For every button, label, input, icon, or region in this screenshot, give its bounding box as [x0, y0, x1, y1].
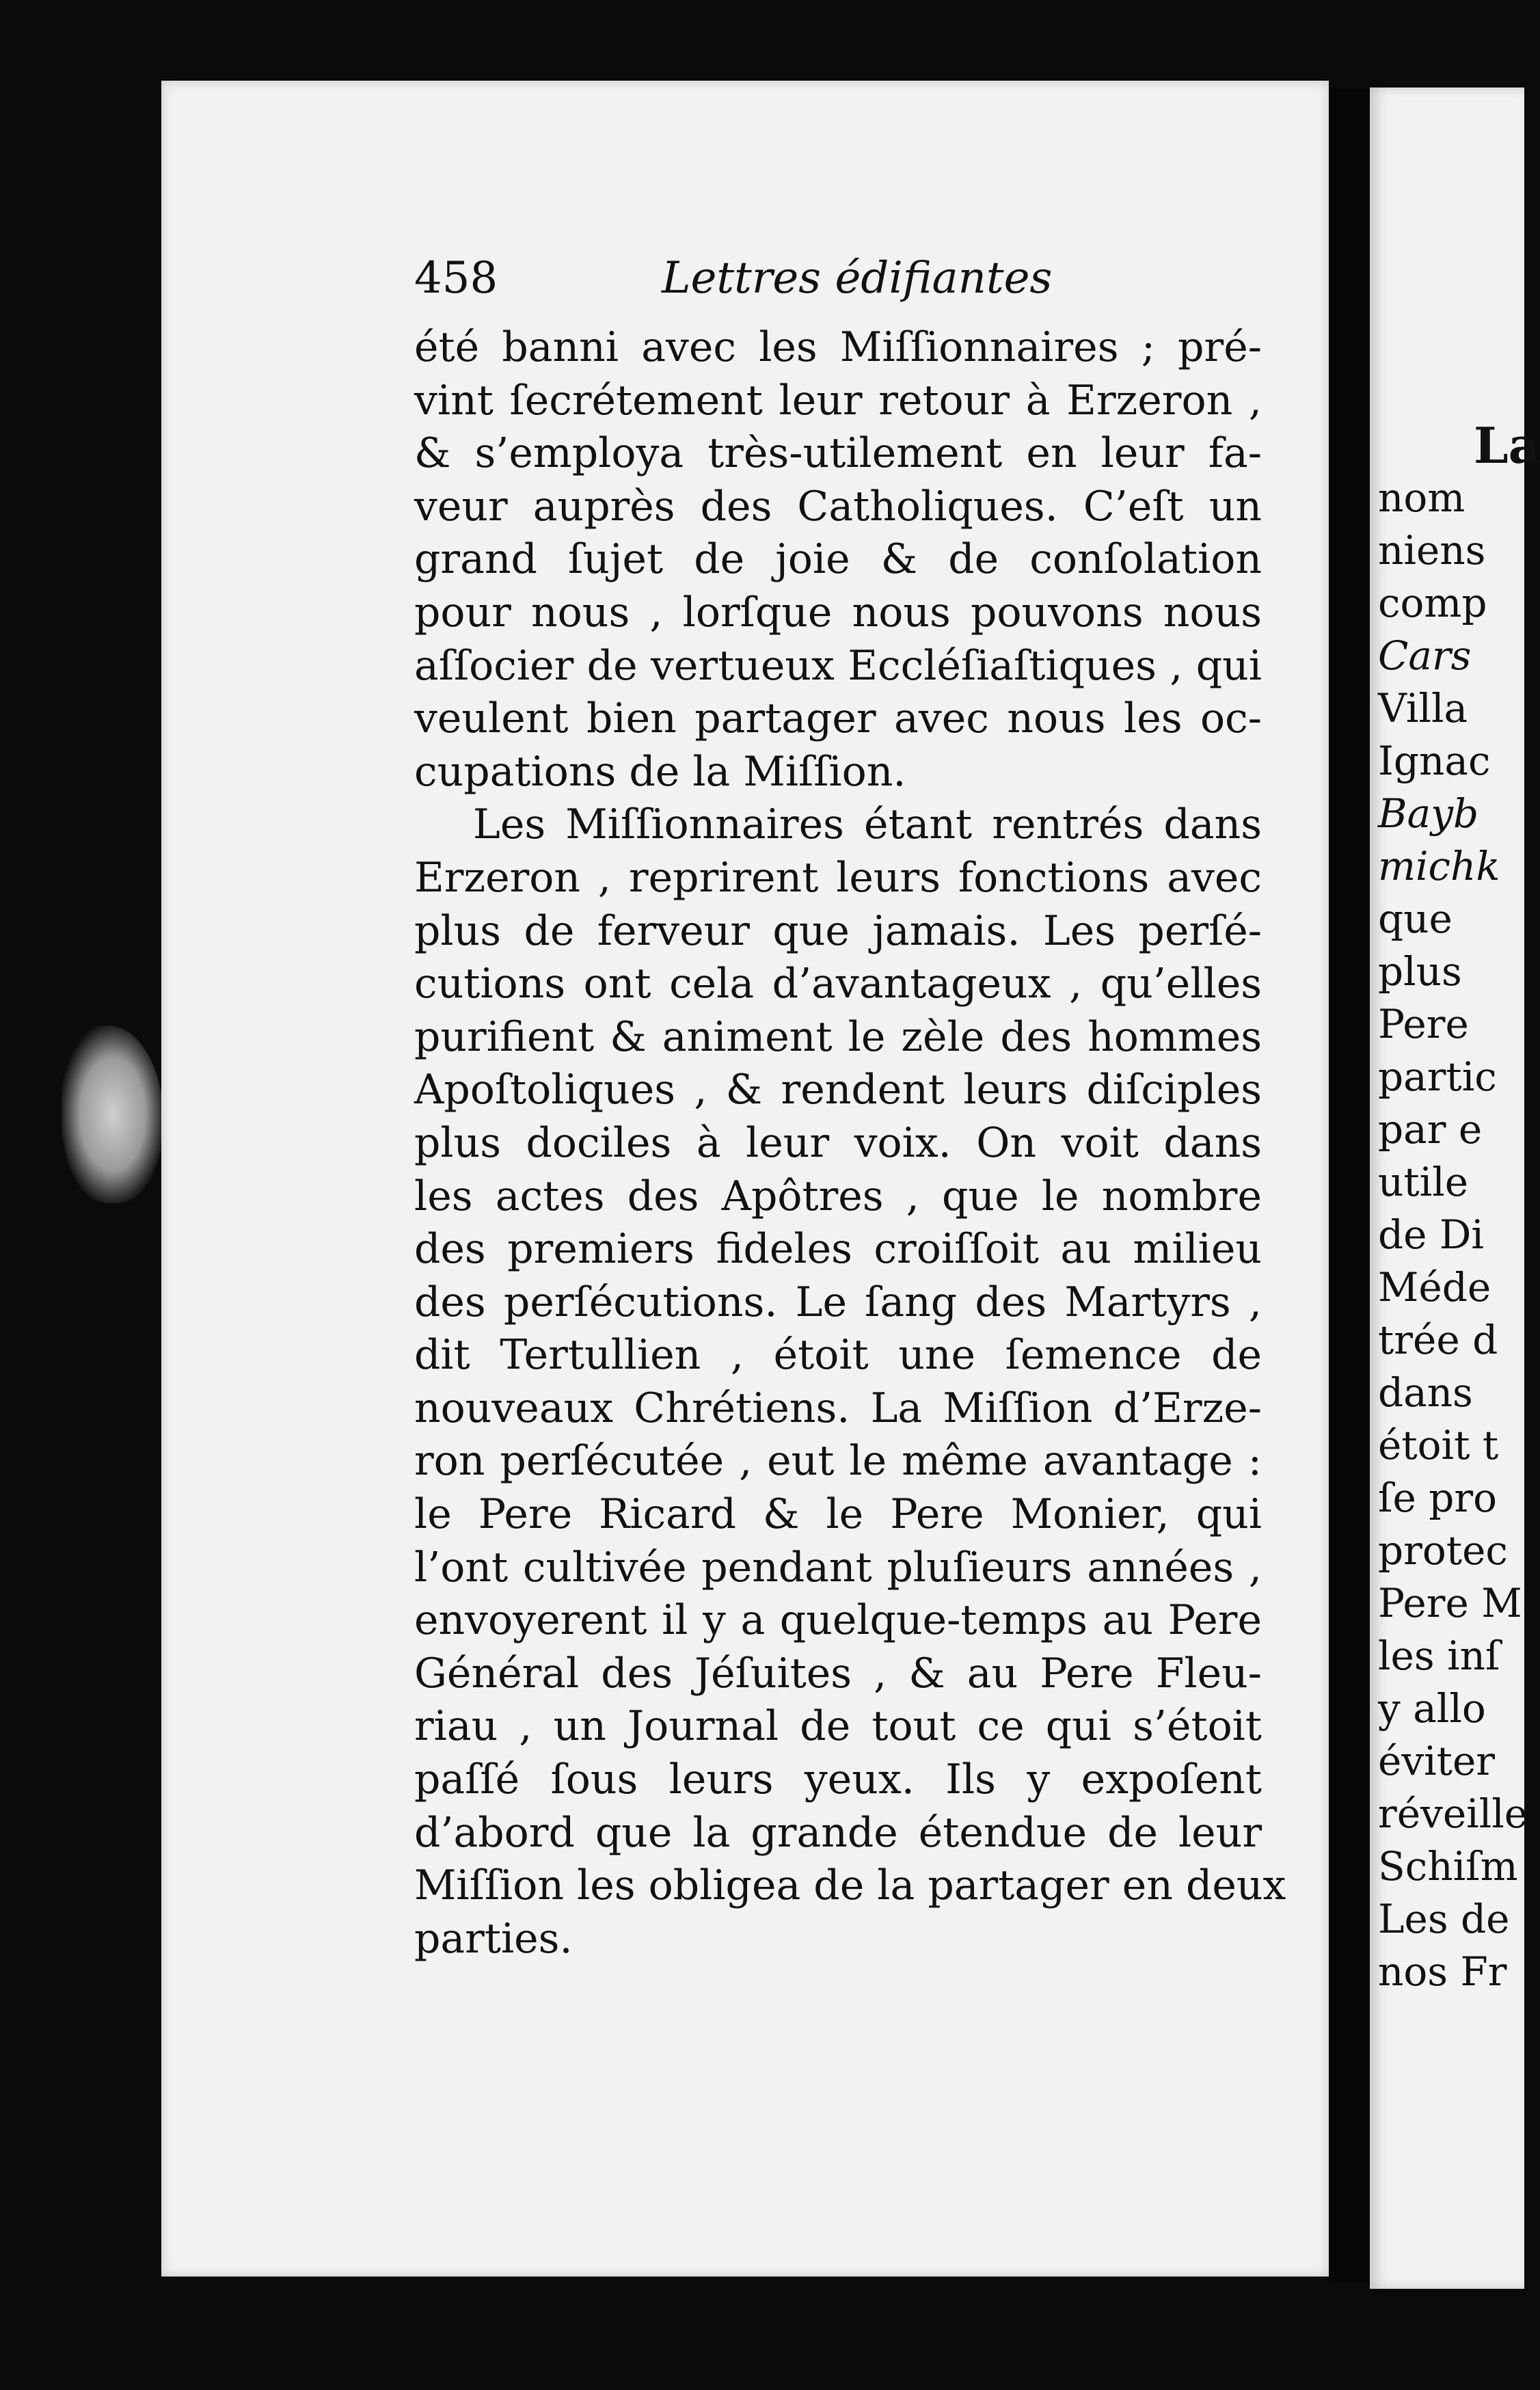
text-line: purifient & animent le zèle des hommes	[414, 1012, 1262, 1061]
text-line: Les Miſſionnaires étant rentrés dans	[473, 801, 1262, 849]
right-line: par e	[1378, 1106, 1483, 1153]
page-stain	[62, 1025, 164, 1203]
text-line: veur auprès des Catholiques. C’eſt un	[414, 482, 1262, 531]
right-line: Bayb	[1378, 790, 1479, 837]
text-line: cutions ont cela d’avantageux , qu’elles	[414, 960, 1262, 1008]
right-line: Pere M	[1378, 1580, 1522, 1626]
text-line: Apoſtoliques , & rendent leurs diſciples	[414, 1066, 1262, 1114]
right-line: niens	[1378, 527, 1486, 574]
right-page	[1370, 88, 1540, 2289]
right-line: nos Fr	[1378, 1948, 1507, 1995]
book-gutter	[1329, 89, 1370, 2283]
text-line: envoyerent il y a quelque-temps au Pere	[414, 1596, 1262, 1645]
running-head	[252, 253, 1277, 314]
right-line: Méde	[1378, 1264, 1491, 1311]
text-line: cupations de la Miſſion.	[414, 747, 906, 796]
text-line: les actes des Apôtres , que le nombre	[414, 1172, 1262, 1220]
text-line: Général des Jéſuites , & au Pere Fleu-	[414, 1649, 1262, 1697]
right-line: y allo	[1378, 1685, 1486, 1732]
right-line: plus	[1378, 948, 1462, 995]
text-line: ron perſécutée , eut le même avantage :	[414, 1437, 1262, 1486]
text-line: Erzeron , reprirent leurs fonctions avec	[414, 853, 1262, 902]
right-line: réveille	[1378, 1790, 1528, 1837]
text-line: plus de ferveur que jamais. Les perſé-	[414, 907, 1262, 955]
text-line: le Pere Ricard & le Pere Monier, qui	[414, 1490, 1262, 1539]
page-number: 458	[414, 253, 498, 304]
text-line: pour nous , lorſque nous pouvons nous	[414, 588, 1262, 636]
running-title: Lettres édifiantes	[662, 253, 1053, 304]
text-line: vint ſecrétement leur retour à Erzeron ,	[414, 376, 1262, 425]
right-line: Ignac	[1378, 738, 1491, 784]
right-line: Schiſm	[1378, 1843, 1518, 1890]
right-line: éviter	[1378, 1738, 1495, 1784]
right-line: que	[1378, 896, 1453, 942]
right-line: comp	[1378, 580, 1487, 626]
text-line: & s’employa très-utilement en leur fa-	[414, 429, 1262, 478]
right-line: protec	[1378, 1527, 1508, 1574]
text-line: veulent bien partager avec nous les oc-	[414, 695, 1262, 743]
right-line: Les de	[1378, 1896, 1510, 1942]
right-line: utile	[1378, 1159, 1469, 1205]
text-line: l’ont cultivée pendant pluſieurs années ,	[414, 1543, 1262, 1592]
right-page-text	[1378, 416, 1540, 1998]
text-line: riau , un Journal de tout ce qui s’étoit	[414, 1702, 1262, 1751]
right-line: La	[1474, 416, 1540, 474]
right-line: Villa	[1378, 685, 1468, 731]
right-line: dans	[1378, 1369, 1473, 1416]
left-page-text	[414, 321, 1286, 1965]
right-line: Pere	[1378, 1001, 1469, 1047]
text-line: dit Tertullien , étoit une ſemence de	[414, 1331, 1262, 1380]
right-line: de Di	[1378, 1211, 1484, 1258]
text-line: aſſocier de vertueux Eccléſiaſtiques , qui	[414, 641, 1262, 690]
text-line: nouveaux Chrétiens. La Miſſion d’Erze-	[414, 1384, 1262, 1432]
text-line: des perſécutions. Le ſang des Martyrs ,	[414, 1278, 1262, 1326]
text-line: d’abord que la grande étendue de leur	[414, 1808, 1262, 1857]
text-line: des premiers fideles croiſſoit au milieu	[414, 1225, 1262, 1274]
text-line: parties.	[414, 1914, 573, 1963]
right-line: nom	[1378, 474, 1465, 521]
right-line: michk	[1378, 843, 1500, 889]
right-line: Cars	[1378, 632, 1472, 679]
right-line: partic	[1378, 1053, 1497, 1100]
text-line: plus dociles à leur voix. On voit dans	[414, 1118, 1262, 1167]
right-line: les inſ	[1378, 1633, 1500, 1679]
text-line: Miſſion les obligea de la partager en deux	[414, 1862, 1286, 1910]
text-line: grand ſujet de joie & de conſolation	[414, 535, 1262, 584]
right-line: trée d	[1378, 1317, 1498, 1363]
text-line: été banni avec les Miſſionnaires ; pré-	[414, 323, 1262, 371]
right-line: étoit t	[1378, 1422, 1499, 1468]
text-line: paſſé ſous leurs yeux. Ils y expoſent	[414, 1756, 1262, 1804]
right-line: ſe pro	[1378, 1475, 1497, 1521]
